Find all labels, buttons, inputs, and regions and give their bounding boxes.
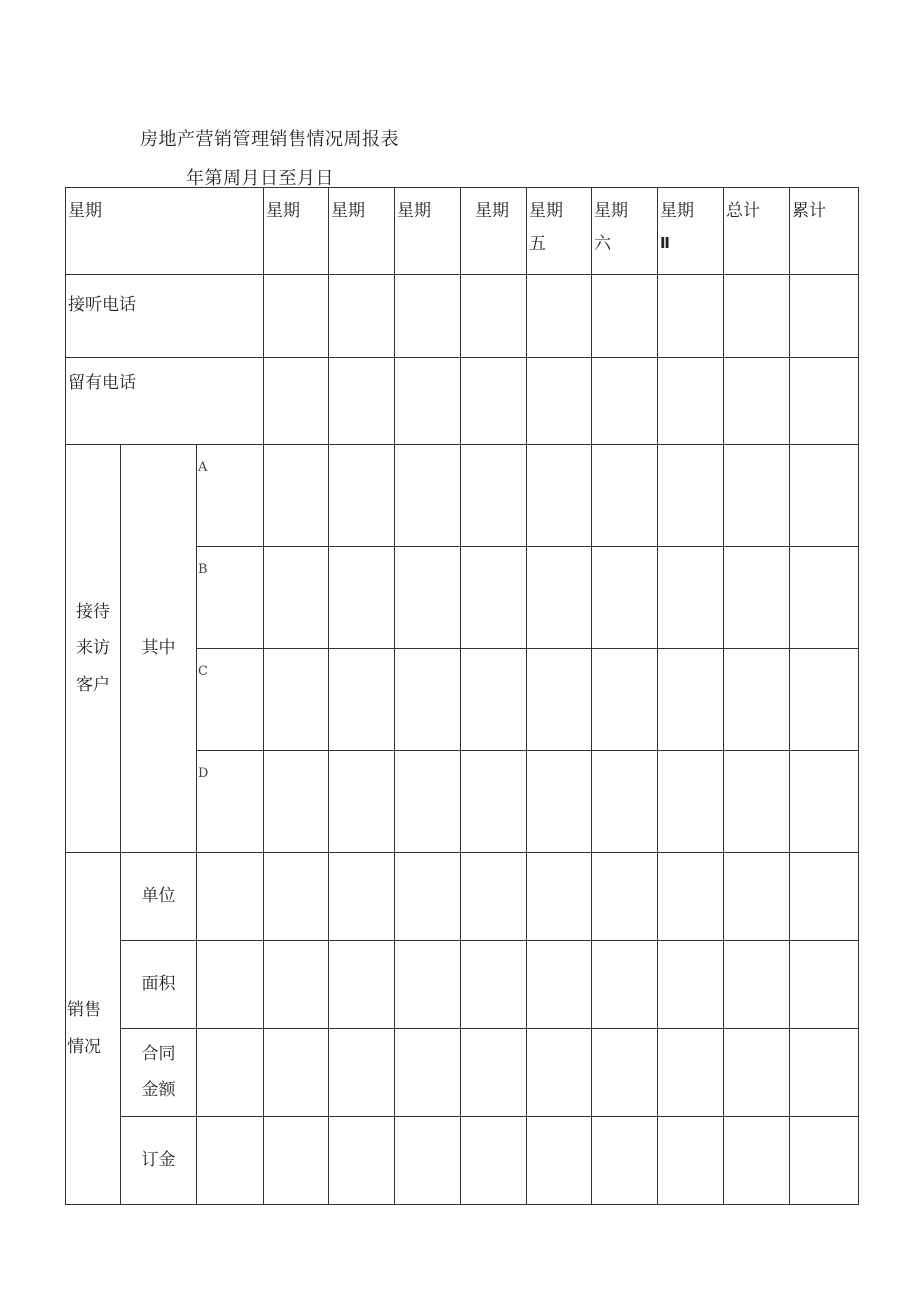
data-cell[interactable] — [461, 649, 527, 751]
data-cell[interactable] — [264, 649, 329, 751]
data-cell[interactable] — [790, 547, 859, 649]
data-cell[interactable] — [790, 275, 859, 358]
data-cell[interactable] — [197, 941, 264, 1029]
weekday-header: 星期 — [66, 188, 264, 275]
data-cell[interactable] — [658, 1029, 724, 1117]
data-cell[interactable] — [592, 547, 658, 649]
data-cell[interactable] — [724, 358, 790, 445]
data-cell[interactable] — [658, 275, 724, 358]
data-cell[interactable] — [329, 751, 395, 853]
data-cell[interactable] — [592, 1117, 658, 1205]
data-cell[interactable] — [197, 1117, 264, 1205]
grade-b-label: B — [197, 547, 264, 649]
data-cell[interactable] — [592, 1029, 658, 1117]
day-3-header: 星期 — [395, 188, 461, 275]
data-cell[interactable] — [592, 445, 658, 547]
data-cell[interactable] — [329, 547, 395, 649]
data-cell[interactable] — [461, 941, 527, 1029]
data-cell[interactable] — [264, 853, 329, 941]
calls-received-label: 接听电话 — [66, 275, 264, 358]
calls-kept-label: 留有电话 — [66, 358, 264, 445]
table-row — [66, 941, 859, 1029]
data-cell[interactable] — [790, 1117, 859, 1205]
data-cell[interactable] — [527, 445, 592, 547]
page-title: 房地产营销管理销售情况周报表 — [140, 129, 399, 150]
data-cell[interactable] — [790, 649, 859, 751]
day-2-header: 星期 — [329, 188, 395, 275]
data-cell[interactable] — [264, 1117, 329, 1205]
data-cell[interactable] — [527, 1029, 592, 1117]
day-1-header: 星期 — [264, 188, 329, 275]
data-cell[interactable] — [395, 275, 461, 358]
data-cell[interactable] — [461, 358, 527, 445]
of-which-label: 其中 — [121, 445, 197, 853]
data-cell[interactable] — [395, 649, 461, 751]
data-cell[interactable] — [724, 649, 790, 751]
data-cell[interactable] — [395, 547, 461, 649]
data-cell[interactable] — [461, 1117, 527, 1205]
data-cell[interactable] — [264, 751, 329, 853]
data-cell[interactable] — [724, 445, 790, 547]
data-cell[interactable] — [197, 853, 264, 941]
day-5-header: 星期 五 — [527, 188, 592, 275]
data-cell[interactable] — [658, 445, 724, 547]
data-cell[interactable] — [395, 941, 461, 1029]
data-cell[interactable] — [329, 853, 395, 941]
day-4-header: 星期 — [461, 188, 527, 275]
data-cell[interactable] — [658, 853, 724, 941]
data-cell[interactable] — [658, 649, 724, 751]
data-cell[interactable] — [264, 275, 329, 358]
data-cell[interactable] — [461, 275, 527, 358]
data-cell[interactable] — [527, 853, 592, 941]
table-row — [66, 853, 859, 941]
data-cell[interactable] — [264, 1029, 329, 1117]
data-cell[interactable] — [461, 751, 527, 853]
data-cell[interactable] — [329, 649, 395, 751]
data-cell[interactable] — [724, 751, 790, 853]
data-cell[interactable] — [395, 1117, 461, 1205]
data-cell[interactable] — [329, 275, 395, 358]
data-cell[interactable] — [527, 751, 592, 853]
table-row — [66, 358, 859, 445]
data-cell[interactable] — [264, 445, 329, 547]
data-cell[interactable] — [527, 1117, 592, 1205]
grade-c-label: C — [197, 649, 264, 751]
data-cell[interactable] — [790, 358, 859, 445]
data-cell[interactable] — [658, 358, 724, 445]
data-cell[interactable] — [724, 1029, 790, 1117]
table-row — [66, 275, 859, 358]
cumulative-header: 累计 — [790, 188, 859, 275]
data-cell[interactable] — [329, 445, 395, 547]
data-cell[interactable] — [197, 1029, 264, 1117]
data-cell[interactable] — [329, 358, 395, 445]
data-cell[interactable] — [790, 941, 859, 1029]
data-cell[interactable] — [658, 941, 724, 1029]
data-cell[interactable] — [527, 358, 592, 445]
report-period: 年第周月日至月日 — [186, 168, 334, 189]
total-header: 总计 — [724, 188, 790, 275]
data-cell[interactable] — [329, 941, 395, 1029]
data-cell[interactable] — [461, 1029, 527, 1117]
weekly-sales-report-table — [65, 187, 859, 1205]
visitors-label: 接待 来访 客户 — [66, 445, 121, 853]
data-cell[interactable] — [592, 751, 658, 853]
data-cell[interactable] — [592, 941, 658, 1029]
grade-a-label: A — [197, 445, 264, 547]
data-cell[interactable] — [724, 547, 790, 649]
data-cell[interactable] — [395, 751, 461, 853]
contract-amount-label: 合同 金额 — [121, 1029, 197, 1117]
table-row — [66, 1029, 859, 1117]
data-cell[interactable] — [658, 1117, 724, 1205]
data-cell[interactable] — [461, 547, 527, 649]
data-cell[interactable] — [790, 1029, 859, 1117]
data-cell[interactable] — [592, 853, 658, 941]
data-cell[interactable] — [395, 1029, 461, 1117]
data-cell[interactable] — [527, 649, 592, 751]
data-cell[interactable] — [329, 1029, 395, 1117]
grade-d-label: D — [197, 751, 264, 853]
data-cell[interactable] — [264, 547, 329, 649]
deposit-label: 订金 — [121, 1117, 197, 1205]
data-cell[interactable] — [527, 547, 592, 649]
data-cell[interactable] — [790, 445, 859, 547]
units-label: 单位 — [121, 853, 197, 941]
data-cell[interactable] — [264, 358, 329, 445]
header-row — [66, 188, 859, 275]
data-cell[interactable] — [264, 941, 329, 1029]
data-cell[interactable] — [395, 445, 461, 547]
data-cell[interactable] — [461, 445, 527, 547]
data-cell[interactable] — [592, 649, 658, 751]
data-cell[interactable] — [395, 853, 461, 941]
day-7-header: 星期 Ⅱ — [658, 188, 724, 275]
data-cell[interactable] — [658, 751, 724, 853]
data-cell[interactable] — [461, 853, 527, 941]
data-cell[interactable] — [724, 853, 790, 941]
data-cell[interactable] — [592, 275, 658, 358]
day-6-header: 星期 六 — [592, 188, 658, 275]
sales-status-label: 销售 情况 — [66, 853, 121, 1205]
data-cell[interactable] — [592, 358, 658, 445]
data-cell[interactable] — [724, 275, 790, 358]
data-cell[interactable] — [527, 275, 592, 358]
data-cell[interactable] — [724, 941, 790, 1029]
data-cell[interactable] — [790, 751, 859, 853]
data-cell[interactable] — [724, 1117, 790, 1205]
table-row — [66, 1117, 859, 1205]
data-cell[interactable] — [329, 1117, 395, 1205]
data-cell[interactable] — [658, 547, 724, 649]
table-row — [66, 445, 859, 547]
data-cell[interactable] — [527, 941, 592, 1029]
data-cell[interactable] — [395, 358, 461, 445]
area-label: 面积 — [121, 941, 197, 1029]
data-cell[interactable] — [790, 853, 859, 941]
